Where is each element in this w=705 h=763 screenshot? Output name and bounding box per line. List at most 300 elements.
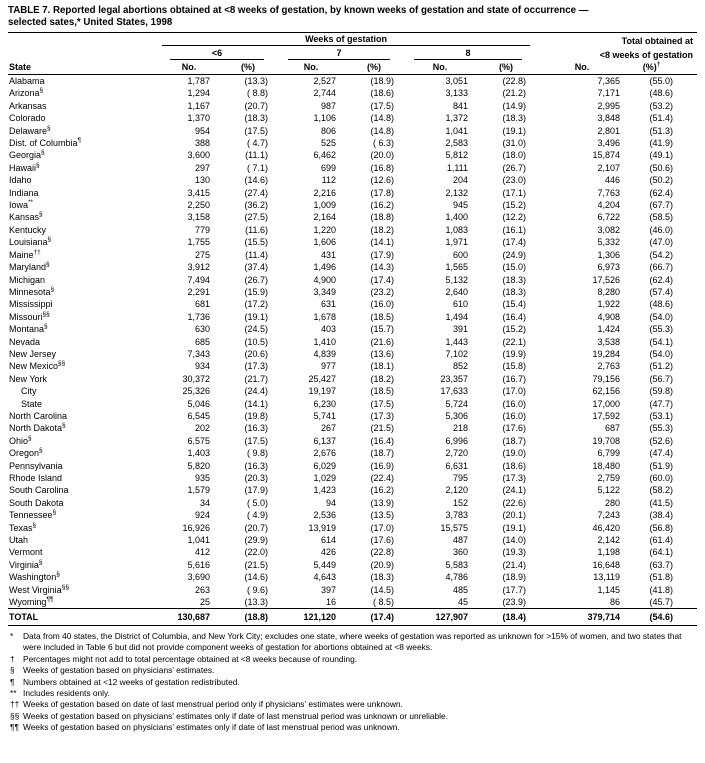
count-cell: 977 (320, 361, 336, 372)
table-row (8, 484, 697, 496)
count-cell: 1,579 (187, 485, 210, 496)
count-cell: 5,812 (445, 150, 468, 161)
state-cell: Texas§ (9, 521, 37, 533)
count-cell: 610 (452, 299, 468, 310)
table-row (8, 274, 697, 286)
count-cell: 1,755 (187, 237, 210, 248)
footnote-marker: § (56, 571, 60, 579)
count-cell: 16,926 (182, 522, 210, 533)
table-row (8, 75, 697, 88)
count-cell: 7,763 (597, 187, 621, 198)
footnote-marker: § (41, 149, 45, 157)
percent-cell: ( 8.5) (372, 597, 394, 608)
percent-cell: ( 7.1) (246, 162, 268, 173)
percent-cell: (31.0) (502, 138, 527, 149)
footnote: * Data from 40 states, the District of Columbia, and New York City; excludes one state, where weeks of gestation was reported as unknown for >15% of women, and two states that were included in Table 6 but did not provide component weeks of gestation for abortions obtained at <8 weeks. (10, 631, 682, 653)
count-cell: 8,280 (597, 286, 621, 297)
percent-cell: (16.1) (502, 224, 527, 235)
percent-cell: (17.1) (502, 187, 527, 198)
percent-cell: (14.8) (370, 125, 394, 136)
percent-cell: (23.2) (370, 286, 394, 297)
count-cell: 23,357 (440, 373, 468, 384)
percent-cell: (41.5) (649, 497, 673, 508)
count-cell: 79,156 (592, 373, 621, 384)
footnote-marker: †† (33, 248, 41, 256)
count-cell: 600 (452, 249, 468, 260)
percent-cell: (17.0) (370, 522, 394, 533)
state-cell: Washington§ (9, 571, 60, 583)
footnote: ¶¶ Weeks of gestation based on physicians’ estimates only if date of last menstrual period was unknown. (10, 722, 400, 733)
percent-cell: (19.9) (502, 348, 527, 359)
footnote: ** Includes residents only. (10, 688, 110, 698)
percent-cell: (14.1) (370, 237, 394, 248)
table-row (8, 559, 697, 571)
count-cell: 685 (194, 336, 210, 347)
table-row (8, 422, 697, 434)
percent-cell: (14.0) (502, 535, 527, 546)
state-cell: South Dakota (9, 497, 64, 508)
footnote-marker: § (52, 509, 57, 517)
state-cell: New Mexico§§ (9, 360, 66, 372)
percent-cell: (51.8) (649, 572, 673, 583)
percent-cell: (18.0) (502, 150, 527, 161)
percent-cell: ( 9.6) (246, 584, 268, 595)
percent-cell: (15.2) (502, 200, 527, 211)
count-cell: 7,494 (187, 274, 210, 285)
percent-cell: (13.5) (370, 510, 394, 521)
count-cell: 19,284 (592, 348, 621, 359)
state-cell: Delaware§ (9, 124, 51, 136)
percent-cell: (16.7) (502, 373, 527, 384)
count-cell: 5,820 (187, 460, 210, 471)
percent-cell: (14.8) (370, 113, 394, 124)
percent-cell: (27.4) (244, 187, 268, 198)
count-cell: 1,370 (187, 113, 210, 124)
percent-cell: (67.7) (649, 200, 673, 211)
percent-cell: (18.2) (370, 224, 394, 235)
state-cell: Alabama (9, 76, 45, 86)
footnote-marker: §§ (42, 310, 50, 318)
table-row (8, 149, 697, 161)
table-body (8, 75, 697, 609)
percent-cell: (54.0) (649, 311, 673, 322)
footnote: †† Weeks of gestation based on date of last menstrual period only if physicians’ estimates were unknown. (10, 699, 403, 710)
count-cell: 45 (457, 597, 468, 608)
percent-cell: (16.0) (502, 398, 527, 409)
count-cell: 431 (320, 249, 336, 260)
table-row (8, 447, 697, 459)
percent-cell: (11.6) (245, 224, 268, 235)
count-cell: 2,676 (313, 448, 336, 459)
footnotes (8, 631, 697, 733)
state-cell: Idaho (9, 175, 32, 186)
footnote-marker: § (39, 211, 43, 219)
percent-cell: (55.0) (649, 76, 673, 86)
percent-cell: (50.2) (649, 175, 673, 186)
percent-cell: ( 8.8) (246, 88, 268, 99)
count-cell: 34 (199, 497, 210, 508)
percent-cell: (18.6) (502, 460, 527, 471)
gestation-table (8, 32, 697, 626)
percent-cell: (19.1) (244, 311, 268, 322)
count-cell: 19,197 (308, 386, 336, 397)
percent-cell: (48.6) (649, 88, 673, 99)
percent-cell: (16.0) (502, 410, 527, 421)
count-cell: 1,403 (187, 448, 210, 459)
table-row (8, 596, 697, 609)
count-cell: 2,291 (187, 286, 210, 297)
table-row (8, 546, 697, 558)
group-under-6 (158, 47, 276, 61)
table-row (8, 199, 697, 211)
count-cell: 1,106 (313, 113, 336, 124)
percent-cell: (16.4) (370, 435, 394, 446)
count-cell: 806 (320, 125, 336, 136)
percent-cell: (21.4) (502, 559, 527, 570)
header-row-spanner (8, 33, 697, 48)
count-cell: 614 (320, 535, 336, 546)
table-row (8, 398, 697, 410)
percent-cell: (29.9) (244, 535, 268, 546)
footnote-marker: ** (10, 688, 17, 698)
percent-cell: (21.7) (244, 373, 268, 384)
total-count-cell: 130,687 (158, 609, 220, 626)
count-cell: 485 (452, 584, 468, 595)
count-cell: 13,919 (308, 522, 336, 533)
count-cell: 935 (194, 473, 210, 483)
percent-cell: (20.9) (370, 559, 394, 570)
footnote-marker: †† (10, 699, 20, 710)
dagger-superscript: † (656, 61, 661, 68)
table-row (8, 187, 697, 199)
percent-cell: (50.6) (649, 162, 673, 173)
percent-cell: (16.3) (244, 460, 268, 471)
percent-cell: (49.1) (649, 150, 673, 161)
count-cell: 2,142 (597, 535, 621, 546)
percent-cell: (56.8) (649, 522, 673, 533)
total-percent-cell: (17.4) (346, 609, 402, 626)
percent-cell: (62.4) (649, 274, 673, 285)
table-row (8, 584, 697, 596)
count-cell: 3,496 (597, 138, 621, 149)
percent-cell: (16.8) (370, 162, 394, 173)
footnote-marker: §§ (58, 360, 66, 368)
state-cell: Hawaii§ (9, 161, 40, 173)
count-cell: 1,736 (187, 311, 210, 322)
count-cell: 6,545 (187, 410, 210, 421)
count-cell: 934 (194, 361, 210, 372)
count-cell: 954 (194, 125, 210, 136)
table-row (8, 472, 697, 484)
percent-cell: (51.9) (649, 460, 673, 471)
percent-cell: (16.2) (370, 200, 394, 211)
state-cell: Rhode Island (9, 473, 63, 483)
count-cell: 924 (194, 510, 210, 521)
percent-cell: (17.6) (370, 535, 394, 546)
table-row (8, 348, 697, 360)
count-cell: 631 (320, 299, 336, 310)
state-cell: Ohio§ (9, 434, 32, 446)
percent-cell: (22.6) (502, 497, 527, 508)
count-cell: 3,082 (597, 224, 621, 235)
percent-cell: ( 6.3) (372, 138, 394, 149)
percent-cell: (15.4) (502, 299, 527, 310)
percent-cell: (57.4) (649, 286, 673, 297)
table-row (8, 211, 697, 223)
percent-cell: (54.1) (649, 336, 673, 347)
percent-cell: (54.0) (649, 348, 673, 359)
table-title-line2: selected sates,* United States, 1998 (8, 17, 173, 28)
state-cell: Tennessee§ (9, 509, 57, 521)
percent-cell: (15.2) (502, 324, 527, 335)
count-cell: 16 (325, 597, 336, 608)
percent-cell: (11.4) (245, 249, 268, 260)
count-cell: 130 (194, 175, 210, 186)
percent-cell: (19.0) (502, 448, 527, 459)
percent-cell: (22.8) (370, 547, 394, 558)
count-cell: 6,973 (597, 262, 621, 273)
percent-cell: (22.8) (502, 76, 527, 86)
count-cell: 2,527 (313, 76, 336, 86)
weeks-of-gestation-spanner (158, 33, 534, 48)
percent-cell: (54.2) (649, 249, 673, 260)
state-cell: Kansas§ (9, 211, 43, 223)
count-cell: 46,420 (592, 522, 621, 533)
percent-cell: (16.2) (370, 485, 394, 496)
count-cell: 25,326 (182, 386, 210, 397)
state-cell: Colorado (9, 113, 46, 124)
percent-cell: (24.1) (502, 485, 527, 496)
percent-cell: (19.1) (502, 125, 527, 136)
percent-cell: (17.5) (244, 125, 268, 136)
header-empty-cell (8, 47, 158, 61)
total-count-cell: 379,714 (534, 609, 630, 626)
group-week-8-label: 8 (414, 48, 522, 60)
state-cell: West Virginia§§ (9, 583, 69, 595)
table-row (8, 249, 697, 261)
percent-cell: (21.2) (502, 88, 527, 99)
count-cell: 987 (320, 100, 336, 111)
count-cell: 1,678 (313, 311, 336, 322)
percent-cell: (17.2) (244, 299, 268, 310)
count-cell: 19,708 (592, 435, 621, 446)
count-cell: 1,220 (313, 224, 336, 235)
count-cell: 17,592 (592, 410, 621, 421)
percent-cell: (47.7) (649, 398, 673, 409)
percent-cell: (48.6) (649, 299, 673, 310)
total-obtained-label-line1: Total obtained at (621, 36, 693, 46)
count-cell: 112 (321, 175, 336, 186)
count-cell: 1,041 (187, 535, 210, 546)
count-cell: 5,741 (313, 410, 336, 421)
state-cell: Iowa** (9, 199, 34, 211)
footnote-marker: §§ (10, 710, 20, 721)
table-row (8, 112, 697, 124)
pct-column-header: (%) (346, 61, 402, 75)
count-cell: 25,427 (308, 373, 336, 384)
percent-cell: (51.3) (649, 125, 673, 136)
count-cell: 1,083 (445, 224, 468, 235)
count-cell: 4,900 (313, 274, 336, 285)
count-cell: 13,119 (593, 572, 621, 583)
percent-cell: (64.1) (649, 547, 673, 558)
percent-cell: (13.6) (370, 348, 394, 359)
percent-cell: (15.7) (370, 324, 394, 335)
state-cell: Nevada (9, 336, 41, 347)
percent-cell: (16.3) (244, 423, 268, 434)
count-cell: 6,722 (597, 212, 621, 223)
percent-cell: (63.7) (649, 559, 673, 570)
state-cell: New Jersey (9, 348, 57, 359)
footnote-marker: § (44, 323, 48, 331)
count-cell: 2,744 (313, 88, 336, 99)
count-cell: 16,648 (592, 559, 621, 570)
count-cell: 1,306 (597, 249, 621, 260)
table-row (8, 236, 697, 248)
count-cell: 2,250 (187, 200, 210, 211)
percent-cell: (20.7) (244, 100, 268, 111)
percent-cell: (53.2) (649, 100, 673, 111)
count-cell: 5,616 (187, 559, 210, 570)
state-cell: Maine†† (9, 248, 41, 260)
percent-cell: (20.6) (244, 348, 268, 359)
percent-cell: (20.0) (370, 150, 394, 161)
state-cell: Louisiana§ (9, 236, 52, 248)
percent-cell: ( 4.7) (246, 138, 268, 149)
table-row (8, 87, 697, 99)
count-cell: 7,243 (597, 510, 621, 521)
header-row-columns (8, 61, 697, 75)
state-cell: Utah (9, 535, 29, 546)
percent-cell: (59.8) (649, 386, 673, 397)
percent-cell: (19.1) (502, 522, 527, 533)
count-cell: 2,536 (313, 510, 336, 521)
count-cell: 17,526 (592, 274, 621, 285)
count-cell: 6,029 (313, 460, 336, 471)
count-cell: 5,306 (445, 410, 468, 421)
table-row (8, 286, 697, 298)
count-cell: 2,763 (597, 361, 621, 372)
percent-cell: (15.0) (502, 262, 527, 273)
count-cell: 263 (194, 584, 210, 595)
state-cell: Montana§ (9, 323, 48, 335)
percent-cell: (61.4) (649, 535, 673, 546)
count-cell: 1,443 (445, 336, 468, 347)
percent-cell: (17.3) (244, 361, 268, 372)
percent-cell: (24.9) (502, 249, 527, 260)
count-cell: 2,164 (313, 212, 336, 223)
percent-cell: (55.3) (649, 423, 673, 434)
table-row (8, 224, 697, 236)
count-cell: 1,041 (445, 125, 468, 136)
table-row (8, 162, 697, 174)
percent-cell: (55.3) (649, 324, 673, 335)
count-cell: 1,922 (597, 299, 621, 310)
count-cell: 5,449 (313, 559, 336, 570)
state-cell: Wyoming¶¶ (9, 596, 54, 608)
state-cell: Minnesota§ (9, 285, 55, 297)
percent-cell: (17.9) (370, 249, 394, 260)
percent-cell: (36.2) (244, 200, 268, 211)
percent-cell: (17.9) (244, 485, 268, 496)
percent-cell: (23.0) (502, 175, 527, 186)
table-footer (8, 609, 697, 626)
percent-cell: (18.5) (370, 311, 394, 322)
table-row (8, 360, 697, 372)
count-cell: 2,640 (445, 286, 468, 297)
count-cell: 7,365 (597, 76, 621, 86)
count-cell: 6,631 (445, 460, 468, 471)
state-cell: Georgia§ (9, 149, 45, 161)
state-column-header: State (8, 61, 158, 75)
count-cell: 2,583 (445, 138, 468, 149)
header-empty-cell (8, 33, 158, 48)
total-count-cell: 127,907 (402, 609, 478, 626)
count-cell: 852 (452, 361, 468, 372)
percent-cell: (17.4) (502, 237, 527, 248)
percent-cell: (17.8) (370, 187, 394, 198)
state-cell: South Carolina (9, 485, 69, 496)
table-row (8, 261, 697, 273)
count-cell: 1,400 (445, 212, 468, 223)
count-cell: 360 (452, 547, 468, 558)
percent-cell: (15.8) (502, 361, 527, 372)
percent-cell: (21.5) (244, 559, 268, 570)
count-cell: 2,120 (445, 485, 468, 496)
table-row (8, 435, 697, 447)
state-cell: Oregon§ (9, 447, 43, 459)
state-cell: Dist. of Columbia¶ (9, 137, 82, 149)
count-cell: 204 (452, 175, 468, 186)
percent-cell: (14.3) (370, 262, 394, 273)
table-row (8, 385, 697, 397)
percent-cell: (16.4) (502, 311, 527, 322)
count-cell: 1,787 (187, 76, 210, 86)
percent-cell: (21.6) (370, 336, 394, 347)
footnote-marker: § (36, 161, 40, 169)
pct-column-header: (%) (220, 61, 276, 75)
group-week-7 (276, 47, 402, 61)
percent-cell: (13.3) (244, 76, 268, 86)
count-cell: 1,167 (187, 100, 210, 111)
state-cell: Arizona§ (9, 87, 44, 99)
weeks-of-gestation-label: Weeks of gestation (162, 34, 530, 46)
count-cell: 6,575 (187, 435, 210, 446)
count-cell: 3,690 (187, 572, 210, 583)
state-cell: City (21, 386, 37, 397)
count-cell: 841 (452, 100, 468, 111)
count-cell: 630 (194, 324, 210, 335)
count-cell: 25 (199, 597, 210, 608)
percent-cell: (14.6) (244, 572, 268, 583)
state-cell: North Carolina (9, 410, 68, 421)
table-header (8, 33, 697, 75)
percent-cell: (17.4) (370, 274, 394, 285)
group-week-7-label: 7 (288, 48, 390, 60)
total-percent-cell: (18.8) (220, 609, 276, 626)
percent-cell: (13.9) (370, 497, 394, 508)
percent-cell: (18.9) (502, 572, 527, 583)
count-cell: 2,759 (597, 473, 621, 483)
percent-cell: (58.5) (649, 212, 673, 223)
footnote-marker: § (39, 447, 43, 455)
count-cell: 1,029 (313, 473, 336, 483)
percent-cell: (47.0) (649, 237, 673, 248)
count-cell: 446 (605, 175, 621, 186)
count-cell: 218 (452, 423, 468, 434)
count-cell: 3,600 (187, 150, 210, 161)
table-row (8, 497, 697, 509)
